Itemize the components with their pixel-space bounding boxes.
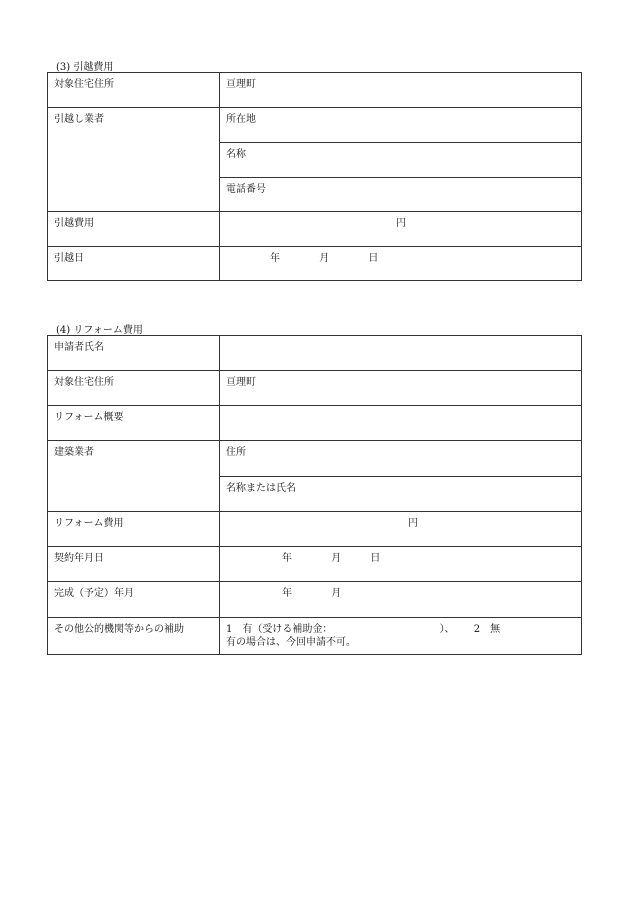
contract-date-field[interactable] — [220, 547, 582, 582]
subsidy-note: 有の場合は、今回申請不可。 — [226, 637, 356, 648]
moving-date-day: 日 — [368, 253, 379, 264]
subsidy-field[interactable] — [220, 618, 582, 655]
moving-date-field[interactable] — [220, 247, 582, 281]
completion-date-month: 月 — [331, 588, 342, 599]
moving-address-field[interactable]: 亘理町 — [220, 73, 582, 108]
applicant-name-field[interactable] — [220, 336, 582, 371]
reform-overview-field[interactable] — [220, 406, 582, 441]
reform-section-title: (4) リフォーム費用 — [56, 325, 143, 336]
moving-cost-unit: 円 — [396, 218, 406, 229]
reform-cost-unit: 円 — [408, 518, 418, 529]
subsidy-yes-option[interactable]: 1 有（受ける補助金： — [226, 624, 333, 635]
reform-address-label: 対象住宅住所 — [48, 371, 220, 406]
builder-label: 建築業者 — [48, 441, 220, 512]
completion-date-year: 年 — [282, 588, 292, 599]
contract-date-month: 月 — [331, 553, 342, 564]
mover-label: 引越し業者 — [48, 108, 220, 212]
mover-name-field[interactable]: 名称 — [220, 143, 582, 178]
builder-address-field[interactable]: 住所 — [220, 441, 582, 477]
moving-cost-table — [47, 72, 582, 281]
moving-address-label: 対象住宅住所 — [48, 73, 220, 108]
moving-section-title: (3) 引越費用 — [56, 62, 114, 73]
reform-address-field[interactable]: 亘理町 — [220, 371, 582, 406]
reform-cost-label: リフォーム費用 — [48, 512, 220, 547]
completion-date-label: 完成（予定）年月 — [48, 582, 220, 618]
subsidy-close-paren: ）、 — [439, 624, 455, 635]
contract-date-year: 年 — [282, 553, 292, 564]
reform-cost-field[interactable] — [220, 512, 582, 547]
moving-date-label: 引越日 — [48, 247, 220, 281]
completion-date-field[interactable] — [220, 582, 582, 618]
mover-location-field[interactable]: 所在地 — [220, 108, 582, 143]
subsidy-no-option[interactable]: 2 無 — [473, 624, 501, 635]
contract-date-label: 契約年月日 — [48, 547, 220, 582]
mover-phone-field[interactable]: 電話番号 — [220, 178, 582, 212]
subsidy-label: その他公的機関等からの補助 — [48, 618, 220, 655]
reform-overview-label: リフォーム概要 — [48, 406, 220, 441]
builder-name-field[interactable]: 名称または氏名 — [220, 477, 582, 512]
moving-date-month: 月 — [319, 253, 330, 264]
moving-cost-field[interactable] — [220, 212, 582, 247]
applicant-name-label: 申請者氏名 — [48, 336, 220, 371]
moving-cost-label: 引越費用 — [48, 212, 220, 247]
moving-date-year: 年 — [270, 253, 280, 264]
reform-cost-table — [47, 335, 582, 655]
contract-date-day: 日 — [370, 553, 381, 564]
